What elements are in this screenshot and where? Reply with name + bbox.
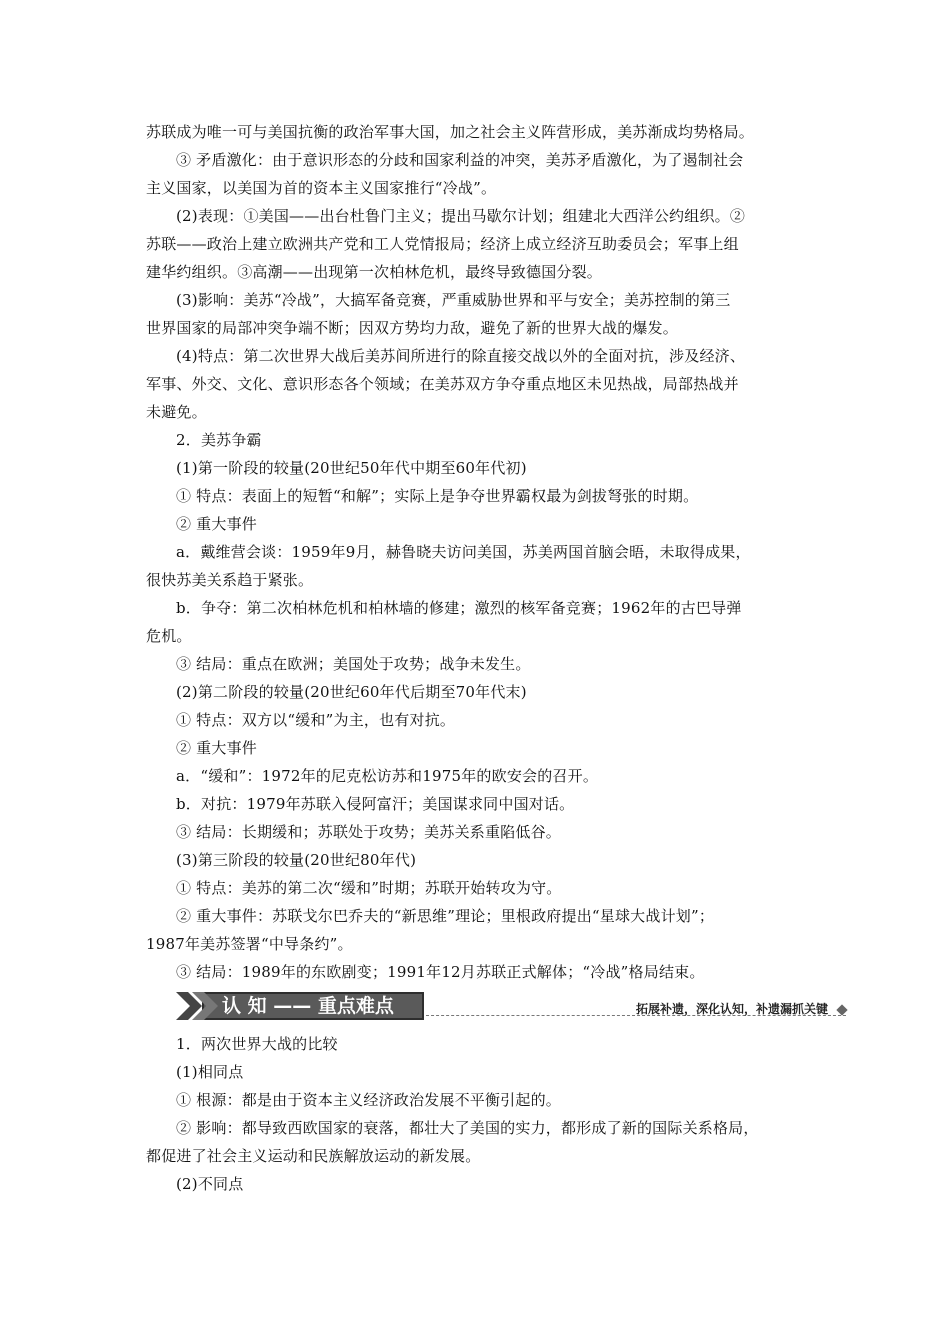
- text-line: ① 根源：都是由于资本主义经济政治发展不平衡引起的。: [176, 1091, 561, 1109]
- text-line: ① 特点：双方以“缓和”为主，也有对抗。: [176, 711, 456, 729]
- text-line: 苏联成为唯一可与美国抗衡的政治军事大国，加之社会主义阵营形成，美苏渐成均势格局。: [146, 123, 755, 141]
- text-line: 都促进了社会主义运动和民族解放运动的新发展。: [146, 1147, 481, 1165]
- section-heading: 1．两次世界大战的比较: [176, 1035, 338, 1053]
- banner-subtitle: 拓展补遗，深化认知，补遗漏抓关键: [635, 1002, 828, 1016]
- text-line: b．对抗：1979年苏联入侵阿富汗；美国谋求同中国对话。: [176, 795, 575, 813]
- text-line: 主义国家，以美国为首的资本主义国家推行“冷战”。: [146, 179, 497, 197]
- text-line: (3)影响：美苏“冷战”，大搞军备竞赛，严重威胁世界和平与安全；美苏控制的第三: [176, 291, 731, 309]
- text-line: a．戴维营会谈：1959年9月，赫鲁晓夫访问美国，苏美两国首脑会晤，未取得成果，: [176, 543, 751, 561]
- text-line: 未避免。: [146, 403, 207, 421]
- banner-title: 认 知 —— 重点难点: [222, 995, 394, 1017]
- diamond-icon: [836, 1004, 847, 1015]
- text-line: ② 重大事件: [176, 515, 257, 533]
- text-line: ② 重大事件：苏联戈尔巴乔夫的“新思维”理论；里根政府提出“星球大战计划”；: [176, 907, 715, 925]
- section-banner: [176, 990, 846, 1024]
- text-line: 世界国家的局部冲突争端不断；因双方势均力敌，避免了新的世界大战的爆发。: [146, 319, 679, 337]
- text-line: ② 重大事件: [176, 739, 257, 757]
- text-line: (3)第三阶段的较量(20世纪80年代): [176, 851, 417, 869]
- text-line: 危机。: [146, 627, 192, 645]
- text-line: (4)特点：第二次世界大战后美苏间所进行的除直接交战以外的全面对抗，涉及经济、: [176, 347, 746, 365]
- text-line: ② 影响：都导致西欧国家的衰落，都壮大了美国的实力，都形成了新的国际关系格局，: [176, 1119, 759, 1137]
- text-line: 苏联——政治上建立欧洲共产党和工人党情报局；经济上成立经济互助委员会；军事上组: [146, 235, 739, 253]
- text-line: 军事、外交、文化、意识形态各个领域；在美苏双方争夺重点地区未见热战，局部热战并: [146, 375, 739, 393]
- text-line: ③ 结局：长期缓和；苏联处于攻势；美苏关系重陷低谷。: [176, 823, 561, 841]
- text-line: ① 特点：美苏的第二次“缓和”时期；苏联开始转攻为守。: [176, 879, 562, 897]
- text-line: 建华约组织。③高潮——出现第一次柏林危机，最终导致德国分裂。: [146, 263, 603, 281]
- text-line: (2)不同点: [176, 1175, 244, 1193]
- text-line: (2)表现：①美国——出台杜鲁门主义；提出马歇尔计划；组建北大西洋公约组织。②: [176, 207, 746, 225]
- text-line: (1)相同点: [176, 1063, 244, 1081]
- text-line: 很快苏美关系趋于紧张。: [146, 571, 314, 589]
- text-line: ③ 结局：重点在欧洲；美国处于攻势；战争未发生。: [176, 655, 531, 673]
- text-line: a．“缓和”：1972年的尼克松访苏和1975年的欧安会的召开。: [176, 767, 599, 785]
- text-line: 1987年美苏签署“中导条约”。: [146, 935, 353, 953]
- text-line: b．争夺：第二次柏林危机和柏林墙的修建；激烈的核军备竞赛；1962年的古巴导弹: [176, 599, 742, 617]
- text-line: ③ 结局：1989年的东欧剧变；1991年12月苏联正式解体；“冷战”格局结束。: [176, 963, 705, 981]
- text-line: (1)第一阶段的较量(20世纪50年代中期至60年代初): [176, 459, 527, 477]
- text-line: (2)第二阶段的较量(20世纪60年代后期至70年代末): [176, 683, 527, 701]
- text-line: ① 特点：表面上的短暂“和解”；实际上是争夺世界霸权最为剑拔弩张的时期。: [176, 487, 699, 505]
- section-heading: 2．美苏争霸: [176, 431, 262, 449]
- text-line: ③ 矛盾激化：由于意识形态的分歧和国家利益的冲突，美苏矛盾激化，为了遏制社会: [176, 151, 744, 169]
